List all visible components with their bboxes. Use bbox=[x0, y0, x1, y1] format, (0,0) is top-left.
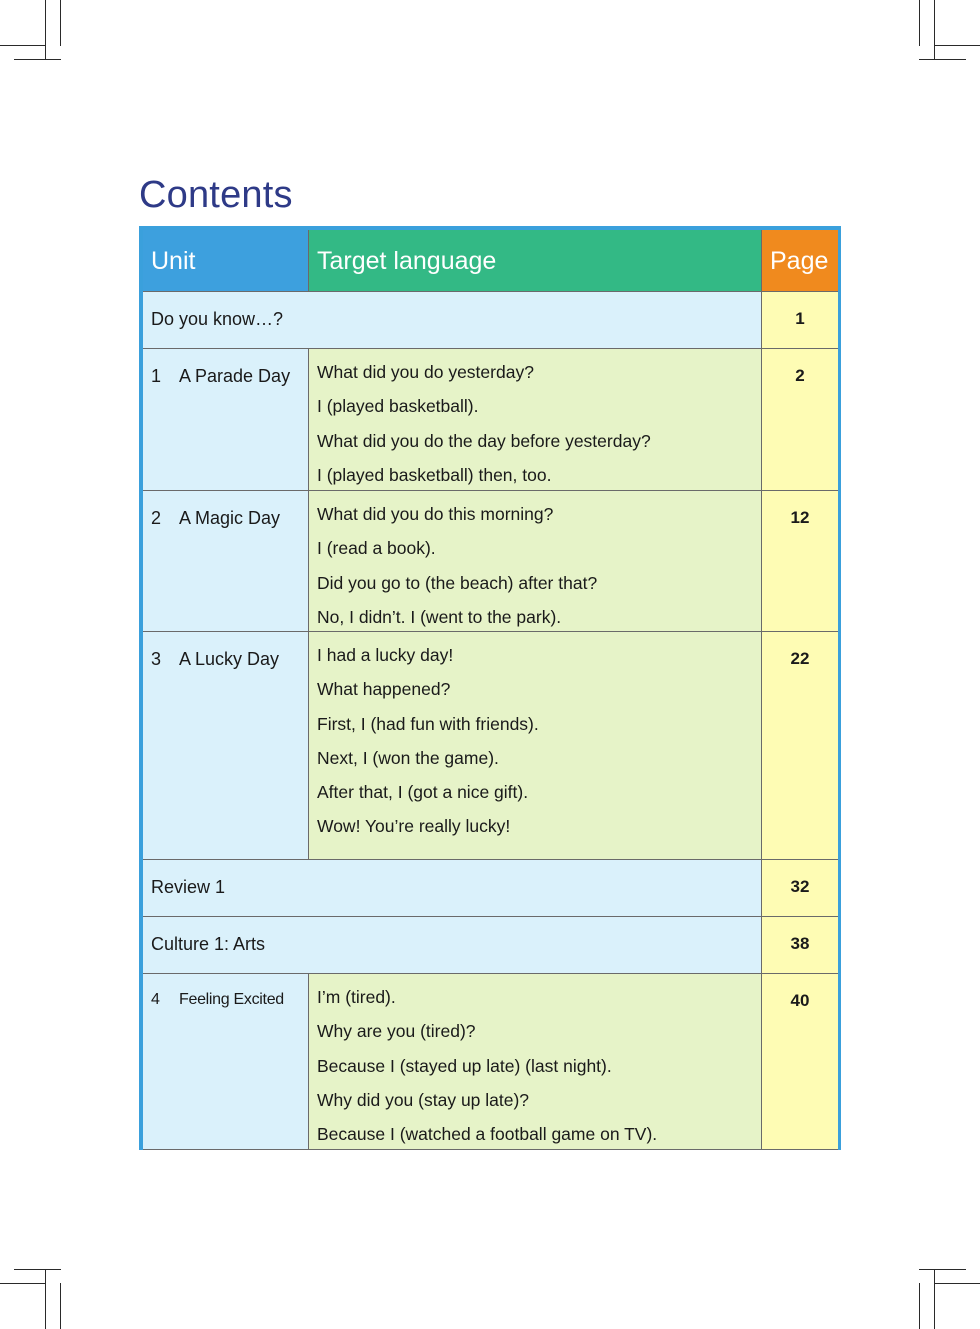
row-label-cell bbox=[143, 860, 762, 916]
unit-name: Feeling Excited bbox=[179, 991, 284, 1008]
crop-mark bbox=[934, 0, 935, 60]
crop-mark bbox=[919, 1283, 920, 1329]
header-unit bbox=[143, 230, 309, 291]
unit-cell bbox=[143, 974, 309, 1149]
unit-name: A Lucky Day bbox=[179, 649, 280, 669]
target-language-cell bbox=[309, 632, 762, 859]
crop-mark bbox=[14, 1269, 61, 1270]
target-language-cell bbox=[309, 491, 762, 631]
target-language-lines bbox=[317, 497, 597, 634]
unit-number: 3 bbox=[151, 649, 162, 669]
crop-mark bbox=[919, 0, 920, 46]
target-language-line: I’m (tired). bbox=[317, 987, 396, 1007]
target-language-line: I (played basketball). bbox=[317, 396, 479, 417]
crop-mark bbox=[934, 1269, 935, 1329]
table-row bbox=[143, 292, 838, 349]
target-language-line: Wow! You’re really lucky! bbox=[317, 816, 511, 837]
crop-mark bbox=[60, 0, 61, 46]
contents-table bbox=[139, 226, 841, 1150]
table-row bbox=[143, 974, 838, 1150]
page-cell bbox=[762, 491, 838, 631]
target-language-line: First, I (had fun with friends). bbox=[317, 713, 539, 734]
crop-mark bbox=[0, 1283, 46, 1284]
page-number: 1 bbox=[795, 309, 805, 328]
table-header bbox=[143, 230, 838, 292]
target-language-line: What did you do this morning? bbox=[317, 504, 554, 524]
header-target-language bbox=[309, 230, 762, 291]
unit-cell bbox=[143, 632, 309, 859]
target-language-cell bbox=[309, 349, 762, 490]
table-row bbox=[143, 632, 838, 860]
page-number: 22 bbox=[790, 649, 810, 668]
target-language-line: I (played basketball) then, too. bbox=[317, 464, 552, 485]
crop-mark bbox=[0, 45, 46, 46]
page-cell bbox=[762, 917, 838, 973]
unit-title bbox=[151, 508, 280, 529]
target-language-lines bbox=[317, 980, 657, 1151]
target-language-line: Because I (watched a football game on TV). bbox=[317, 1124, 658, 1145]
crop-mark bbox=[60, 1283, 61, 1329]
target-language-line: What did you do yesterday? bbox=[317, 362, 534, 382]
unit-cell bbox=[143, 349, 309, 490]
row-label: Review 1 bbox=[151, 877, 226, 897]
header-target-language-label: Target language bbox=[317, 247, 497, 275]
page-number: 12 bbox=[790, 508, 810, 527]
target-language-line: What did you do the day before yesterday? bbox=[317, 430, 651, 451]
header-unit-label: Unit bbox=[151, 247, 196, 275]
target-language-line: After that, I (got a nice gift). bbox=[317, 782, 529, 803]
target-language-lines bbox=[317, 355, 651, 492]
target-language-line: What happened? bbox=[317, 679, 451, 700]
crop-mark bbox=[919, 59, 966, 60]
crop-mark bbox=[14, 59, 61, 60]
unit-name: A Magic Day bbox=[179, 508, 281, 528]
unit-number: 4 bbox=[151, 991, 160, 1008]
target-language-lines bbox=[317, 638, 539, 844]
unit-name: A Parade Day bbox=[179, 366, 291, 386]
target-language-line: Next, I (won the game). bbox=[317, 747, 499, 768]
page-cell bbox=[762, 292, 838, 348]
page-number: 38 bbox=[790, 934, 810, 953]
table-row bbox=[143, 917, 838, 974]
header-page bbox=[762, 230, 838, 291]
page-number: 32 bbox=[790, 877, 810, 896]
table-row bbox=[143, 491, 838, 632]
table-row bbox=[143, 860, 838, 917]
crop-mark bbox=[934, 45, 980, 46]
unit-title bbox=[151, 649, 279, 670]
target-language-line: No, I didn’t. I (went to the park). bbox=[317, 606, 562, 627]
page-title: Contents bbox=[139, 174, 293, 216]
page-cell bbox=[762, 349, 838, 490]
row-label: Do you know…? bbox=[151, 309, 284, 329]
crop-mark bbox=[934, 1283, 980, 1284]
crop-mark bbox=[45, 1269, 46, 1329]
page-cell bbox=[762, 860, 838, 916]
target-language-line: Did you go to (the beach) after that? bbox=[317, 572, 598, 593]
row-label-cell bbox=[143, 917, 762, 973]
unit-title bbox=[151, 366, 290, 387]
page-number: 40 bbox=[790, 991, 810, 1010]
target-language-cell bbox=[309, 974, 762, 1149]
header-page-label: Page bbox=[770, 247, 829, 275]
row-label: Culture 1: Arts bbox=[151, 934, 266, 954]
unit-number: 2 bbox=[151, 508, 162, 528]
page-number: 2 bbox=[795, 366, 805, 385]
target-language-line: Why are you (tired)? bbox=[317, 1021, 476, 1042]
page-cell bbox=[762, 974, 838, 1149]
target-language-line: Because I (stayed up late) (last night). bbox=[317, 1055, 612, 1076]
table-row bbox=[143, 349, 838, 491]
unit-number: 1 bbox=[151, 366, 162, 386]
target-language-line: I had a lucky day! bbox=[317, 645, 454, 665]
unit-cell bbox=[143, 491, 309, 631]
unit-title bbox=[151, 991, 284, 1009]
page-cell bbox=[762, 632, 838, 859]
target-language-line: Why did you (stay up late)? bbox=[317, 1089, 530, 1110]
crop-mark bbox=[45, 0, 46, 60]
target-language-line: I (read a book). bbox=[317, 538, 436, 559]
row-label-cell bbox=[143, 292, 762, 348]
crop-mark bbox=[919, 1269, 966, 1270]
